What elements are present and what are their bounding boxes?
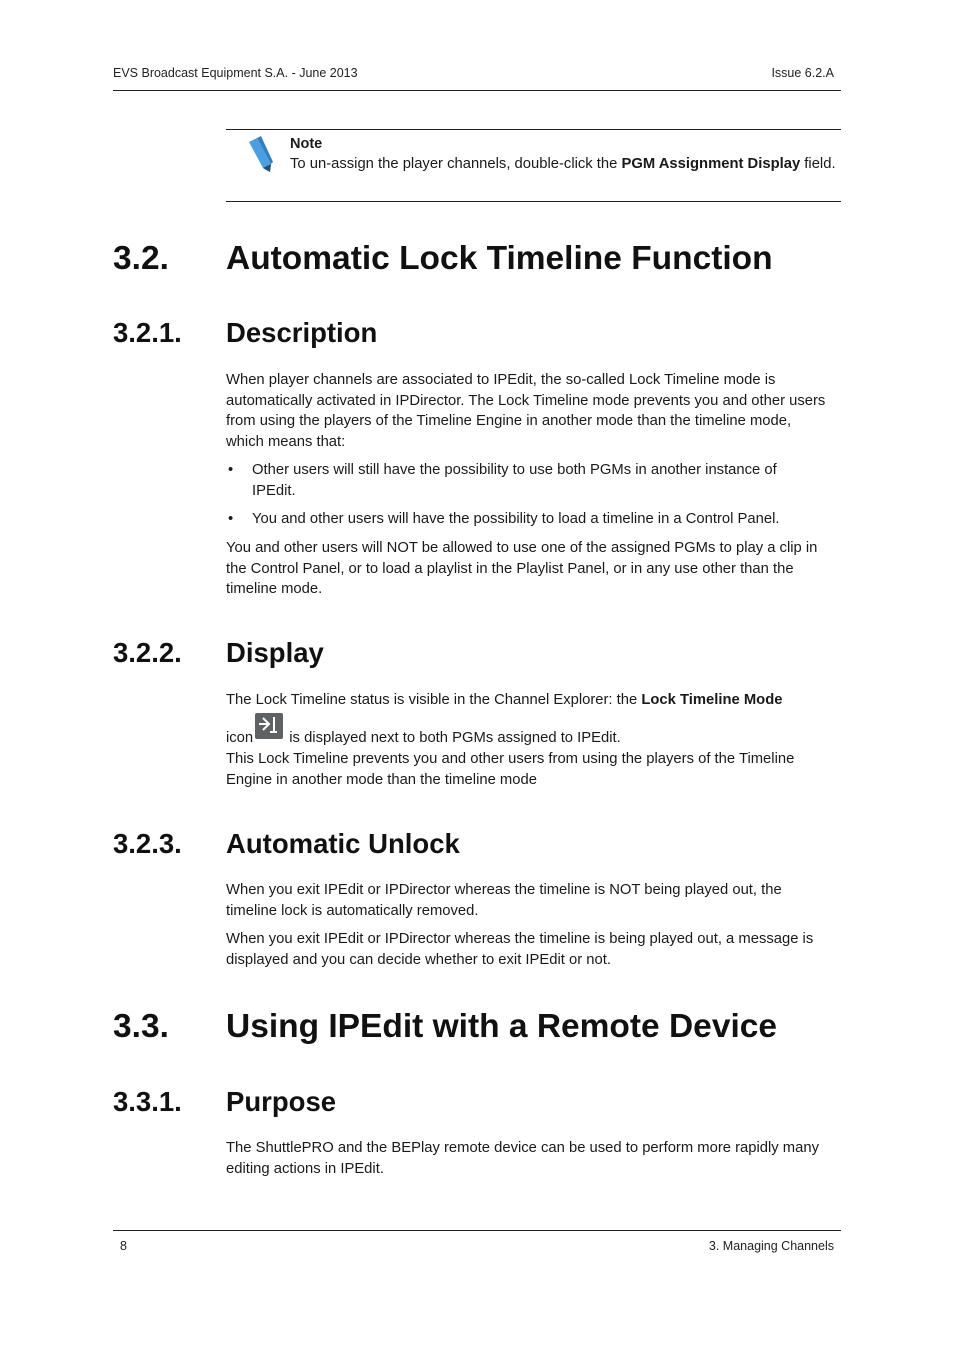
subsection-title: Description [226, 317, 378, 348]
paragraph: The Lock Timeline status is visible in the Channel Explorer: the Lock Timeline Mode [226, 692, 783, 708]
note-text: To un-assign the player channels, double-click the PGM Assignment Display field. [290, 156, 836, 172]
list-item: Other users will still have the possibility to use both PGMs in another instance of IPEdit. [252, 462, 777, 499]
paragraph: This Lock Timeline prevents you and other users from using the players of the Timeline Engine in another mode than the timeline mode [226, 751, 795, 788]
subsection-number: 3.3.1. [113, 1086, 182, 1117]
subsection-title: Display [226, 637, 324, 668]
subsection-number: 3.2.3. [113, 828, 182, 859]
note-top-rule [226, 129, 841, 130]
bullet-icon: • [228, 462, 234, 478]
header-right: Issue 6.2.A [771, 66, 834, 80]
lock-timeline-mode-icon [255, 713, 283, 739]
section-title: Using IPEdit with a Remote Device [226, 1008, 778, 1045]
note-bottom-rule [226, 201, 841, 202]
subsection-title: Purpose [226, 1086, 337, 1117]
header-left: EVS Broadcast Equipment S.A. - June 2013 [113, 66, 358, 80]
header-rule [113, 90, 841, 91]
pencil-icon [243, 136, 275, 176]
list-item: You and other users will have the possibility to load a timeline in a Control Panel. [252, 511, 780, 527]
paragraph: When you exit IPEdit or IPDirector whereas the timeline is NOT being played out, the timeline lock is automatically removed. [226, 882, 782, 919]
paragraph: You and other users will NOT be allowed to use one of the assigned PGMs to play a clip in the Control Panel, or to load a playlist in the Playlist Panel, or in any use other than the timeline mode. [226, 540, 818, 597]
section-title: Automatic Lock Timeline Function [226, 240, 773, 277]
bullet-icon: • [228, 511, 234, 527]
subsection-number: 3.2.2. [113, 637, 182, 668]
page-number: 8 [120, 1239, 127, 1253]
subsection-number: 3.2.1. [113, 317, 182, 348]
paragraph-icon-line: icon is displayed next to both PGMs assigned to IPEdit. [226, 721, 841, 749]
section-number: 3.3. [113, 1008, 169, 1045]
subsection-title: Automatic Unlock [226, 828, 460, 859]
paragraph: When you exit IPEdit or IPDirector whereas the timeline is being played out, a message is displayed and you can decide whether to exit IPEdit or not. [226, 931, 814, 968]
note-label: Note [290, 136, 323, 152]
footer-rule [113, 1230, 841, 1231]
footer-chapter: 3. Managing Channels [708, 1239, 834, 1253]
section-number: 3.2. [113, 240, 169, 277]
paragraph: The ShuttlePRO and the BEPlay remote device can be used to perform more rapidly many editing actions in IPEdit. [226, 1140, 819, 1177]
paragraph: When player channels are associated to IPEdit, the so-called Lock Timeline mode is automatically activated in IPDirector. The Lock Timeline mode prevents you and other users from using the players of the Timeline Engine in another mode than the timeline mode, which means that: [226, 372, 826, 450]
